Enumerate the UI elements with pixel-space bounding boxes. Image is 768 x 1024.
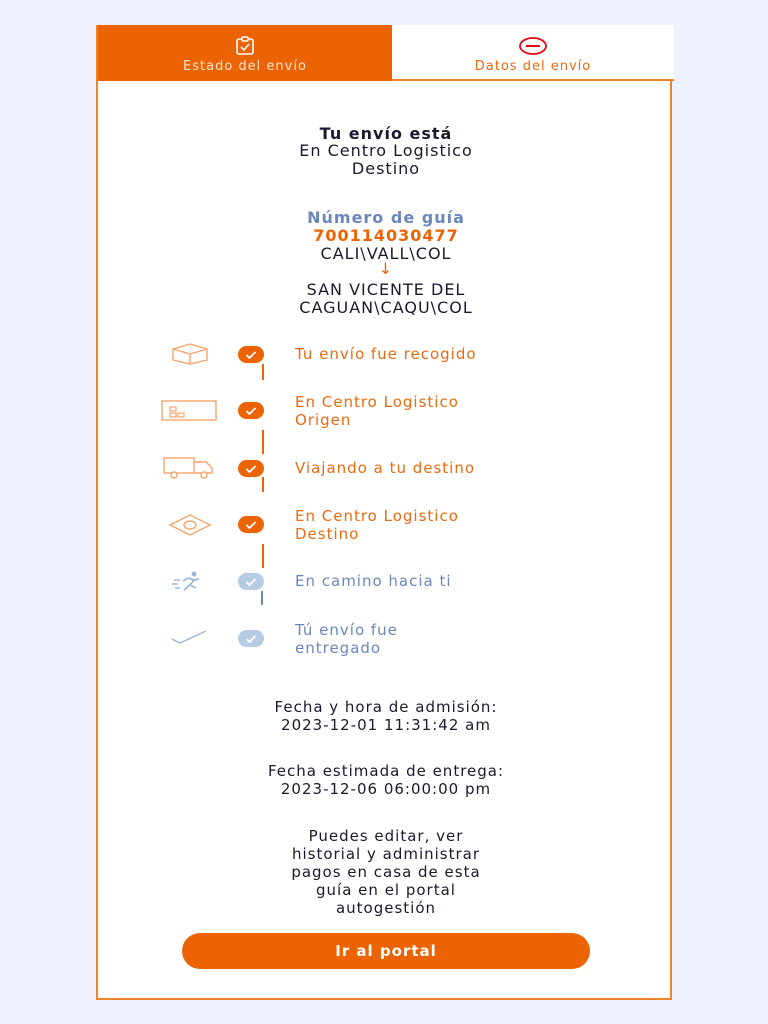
tab-bar bbox=[98, 25, 674, 81]
portal-description: Puedes editar, ver historial y administrar pagos en casa de esta guía en el portal autogestión bbox=[291, 827, 481, 917]
delivery-label: Fecha estimada de entrega: bbox=[267, 762, 505, 780]
step-status-dot bbox=[238, 573, 264, 590]
step-label-viajando: Viajando a tu destino bbox=[295, 459, 476, 477]
step-label-destino: En Centro Logistico Destino bbox=[295, 507, 459, 543]
tab-datos-del-envio[interactable] bbox=[392, 25, 674, 81]
origin-location: CALI\VALL\COL bbox=[320, 244, 452, 263]
admission-label: Fecha y hora de admisión: bbox=[274, 698, 498, 716]
destination-line1: SAN VICENTE DEL bbox=[306, 280, 466, 299]
step-status-dot bbox=[238, 460, 264, 477]
timeline-connector bbox=[262, 477, 264, 492]
check-icon bbox=[170, 629, 210, 645]
runner-icon bbox=[168, 570, 212, 594]
timeline-connector bbox=[262, 430, 264, 454]
status-value-line2: Destino bbox=[351, 159, 421, 178]
warehouse-icon bbox=[160, 398, 218, 422]
destination-location bbox=[98, 281, 674, 317]
minus-circle-icon bbox=[518, 36, 548, 56]
tab-estado-label: Estado del envío bbox=[183, 59, 307, 74]
location-icon bbox=[168, 513, 212, 537]
timeline-connector bbox=[261, 591, 263, 605]
box-icon bbox=[168, 343, 212, 365]
admission-info bbox=[98, 698, 674, 734]
timeline-connector bbox=[262, 364, 264, 380]
step-label-origen: En Centro Logistico Origen bbox=[295, 393, 459, 429]
guide-number-label: Número de guía bbox=[307, 208, 465, 227]
guide-number: 700114030477 bbox=[313, 226, 459, 245]
clipboard-check-icon bbox=[234, 36, 256, 56]
step-label-entregado: Tú envío fue entregado bbox=[295, 621, 398, 657]
admission-value: 2023-12-01 11:31:42 am bbox=[281, 716, 491, 734]
tab-datos-label: Datos del envío bbox=[474, 59, 592, 74]
arrow-down-icon: ↓ bbox=[378, 259, 394, 278]
status-title: Tu envío está bbox=[319, 124, 453, 143]
tracking-card bbox=[96, 25, 672, 1000]
timeline-connector bbox=[262, 544, 264, 568]
step-label-recogido: Tu envío fue recogido bbox=[295, 345, 477, 363]
destination-line2: CAGUAN\CAQU\COL bbox=[299, 298, 473, 317]
status-value-line1: En Centro Logistico bbox=[299, 141, 473, 160]
step-status-dot bbox=[238, 516, 264, 533]
status-value bbox=[98, 142, 674, 178]
tab-estado-del-envio[interactable] bbox=[98, 25, 392, 81]
go-to-portal-button[interactable]: Ir al portal bbox=[182, 933, 590, 969]
step-status-dot bbox=[238, 346, 264, 363]
truck-icon bbox=[160, 456, 218, 480]
step-label-en-camino: En camino hacia ti bbox=[295, 572, 452, 590]
step-status-dot bbox=[238, 402, 264, 419]
delivery-value: 2023-12-06 06:00:00 pm bbox=[280, 780, 492, 798]
delivery-info bbox=[98, 762, 674, 798]
step-status-dot bbox=[238, 630, 264, 647]
